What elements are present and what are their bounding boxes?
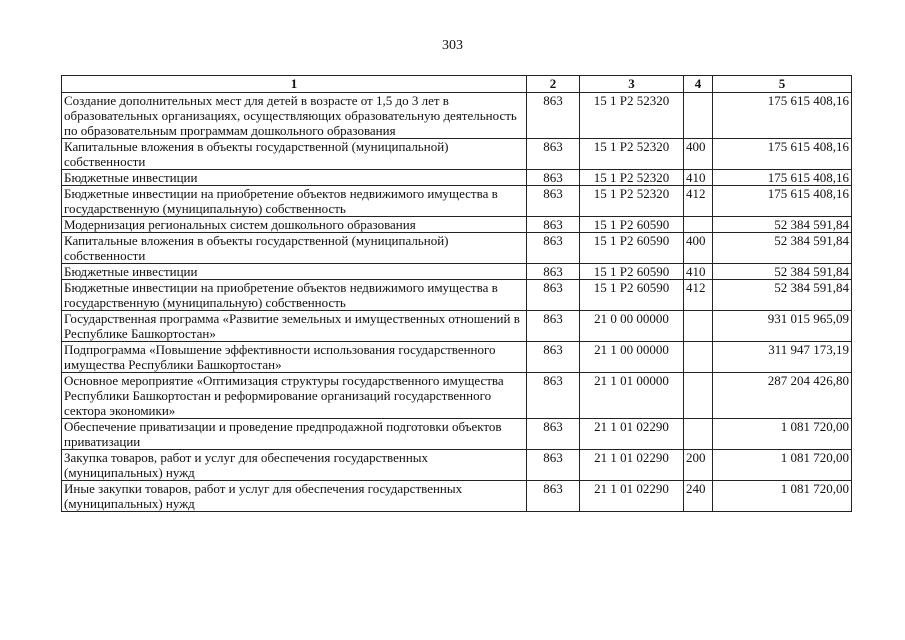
row-sum-cell: 175 615 408,16 (713, 139, 852, 170)
row-ved-cell: 863 (527, 233, 580, 264)
row-sum-cell: 175 615 408,16 (713, 170, 852, 186)
row-vr-cell (684, 342, 713, 373)
table-row (62, 170, 852, 186)
row-vr-cell (684, 217, 713, 233)
table-row (62, 264, 852, 280)
row-name-cell: Государственная программа «Развитие земельных и имущественных отношений в Республике Башкортостан» (62, 311, 527, 342)
row-name-cell: Бюджетные инвестиции на приобретение объектов недвижимого имущества в государственную (муниципальную) собственность (62, 280, 527, 311)
row-vr-cell: 412 (684, 280, 713, 311)
row-ved-cell: 863 (527, 93, 580, 139)
row-name-cell: Обеспечение приватизации и проведение предпродажной подготовки объектов приватизации (62, 419, 527, 450)
row-csr-cell: 21 1 01 02290 (580, 481, 684, 512)
table-row (62, 481, 852, 512)
row-vr-cell (684, 311, 713, 342)
row-sum-cell: 52 384 591,84 (713, 280, 852, 311)
column-header-ved: 2 (527, 76, 580, 93)
table-row (62, 186, 852, 217)
row-name-cell: Бюджетные инвестиции (62, 264, 527, 280)
row-sum-cell: 1 081 720,00 (713, 450, 852, 481)
table-row (62, 311, 852, 342)
table-row (62, 280, 852, 311)
row-ved-cell: 863 (527, 186, 580, 217)
row-ved-cell: 863 (527, 217, 580, 233)
row-sum-cell: 52 384 591,84 (713, 233, 852, 264)
row-vr-cell: 400 (684, 139, 713, 170)
row-csr-cell: 15 1 P2 52320 (580, 139, 684, 170)
row-csr-cell: 15 1 P2 60590 (580, 280, 684, 311)
row-csr-cell: 21 1 01 02290 (580, 450, 684, 481)
row-ved-cell: 863 (527, 311, 580, 342)
row-sum-cell: 52 384 591,84 (713, 217, 852, 233)
row-vr-cell: 412 (684, 186, 713, 217)
row-csr-cell: 15 1 P2 60590 (580, 217, 684, 233)
row-name-cell: Иные закупки товаров, работ и услуг для обеспечения государственных (муниципальных) нужд (62, 481, 527, 512)
row-sum-cell: 1 081 720,00 (713, 419, 852, 450)
column-header-vr: 4 (684, 76, 713, 93)
row-ved-cell: 863 (527, 481, 580, 512)
row-ved-cell: 863 (527, 419, 580, 450)
row-csr-cell: 21 1 00 00000 (580, 342, 684, 373)
row-ved-cell: 863 (527, 170, 580, 186)
column-header-sum: 5 (713, 76, 852, 93)
row-vr-cell (684, 419, 713, 450)
row-sum-cell: 1 081 720,00 (713, 481, 852, 512)
row-sum-cell: 287 204 426,80 (713, 373, 852, 419)
column-header-name: 1 (62, 76, 527, 93)
row-sum-cell: 311 947 173,19 (713, 342, 852, 373)
table-row (62, 217, 852, 233)
row-name-cell: Создание дополнительных мест для детей в возрасте от 1,5 до 3 лет в образовательных организациях, осуществляющих образовательную деятельность по образовательным программам дошкольного образования (62, 93, 527, 139)
row-sum-cell: 175 615 408,16 (713, 93, 852, 139)
table-row (62, 373, 852, 419)
table-row (62, 419, 852, 450)
row-csr-cell: 15 1 P2 52320 (580, 170, 684, 186)
row-vr-cell: 200 (684, 450, 713, 481)
table-row (62, 139, 852, 170)
row-ved-cell: 863 (527, 342, 580, 373)
row-vr-cell: 240 (684, 481, 713, 512)
row-vr-cell: 400 (684, 233, 713, 264)
row-csr-cell: 15 1 P2 52320 (580, 186, 684, 217)
row-ved-cell: 863 (527, 450, 580, 481)
table-row (62, 93, 852, 139)
table-row (62, 450, 852, 481)
row-name-cell: Бюджетные инвестиции (62, 170, 527, 186)
row-ved-cell: 863 (527, 139, 580, 170)
row-ved-cell: 863 (527, 264, 580, 280)
row-ved-cell: 863 (527, 280, 580, 311)
row-csr-cell: 21 0 00 00000 (580, 311, 684, 342)
row-sum-cell: 52 384 591,84 (713, 264, 852, 280)
row-name-cell: Бюджетные инвестиции на приобретение объектов недвижимого имущества в государственную (муниципальную) собственность (62, 186, 527, 217)
row-csr-cell: 15 1 P2 52320 (580, 93, 684, 139)
row-csr-cell: 21 1 01 00000 (580, 373, 684, 419)
row-sum-cell: 175 615 408,16 (713, 186, 852, 217)
table-header-row (62, 76, 852, 93)
page-number: 303 (442, 38, 463, 53)
row-name-cell: Подпрограмма «Повышение эффективности использования государственного имущества Республики Башкортостан» (62, 342, 527, 373)
table-row (62, 233, 852, 264)
row-csr-cell: 15 1 P2 60590 (580, 233, 684, 264)
budget-table (61, 75, 852, 512)
row-name-cell: Капитальные вложения в объекты государственной (муниципальной) собственности (62, 139, 527, 170)
row-csr-cell: 21 1 01 02290 (580, 419, 684, 450)
table-row (62, 342, 852, 373)
row-vr-cell: 410 (684, 264, 713, 280)
row-name-cell: Модернизация региональных систем дошкольного образования (62, 217, 527, 233)
row-vr-cell (684, 373, 713, 419)
column-header-csr: 3 (580, 76, 684, 93)
row-sum-cell: 931 015 965,09 (713, 311, 852, 342)
row-name-cell: Закупка товаров, работ и услуг для обеспечения государственных (муниципальных) нужд (62, 450, 527, 481)
row-csr-cell: 15 1 P2 60590 (580, 264, 684, 280)
row-vr-cell: 410 (684, 170, 713, 186)
row-vr-cell (684, 93, 713, 139)
row-name-cell: Капитальные вложения в объекты государственной (муниципальной) собственности (62, 233, 527, 264)
row-name-cell: Основное мероприятие «Оптимизация структуры государственного имущества Республики Башкортостан и реформирование организаций государственного сектора экономики» (62, 373, 527, 419)
row-ved-cell: 863 (527, 373, 580, 419)
